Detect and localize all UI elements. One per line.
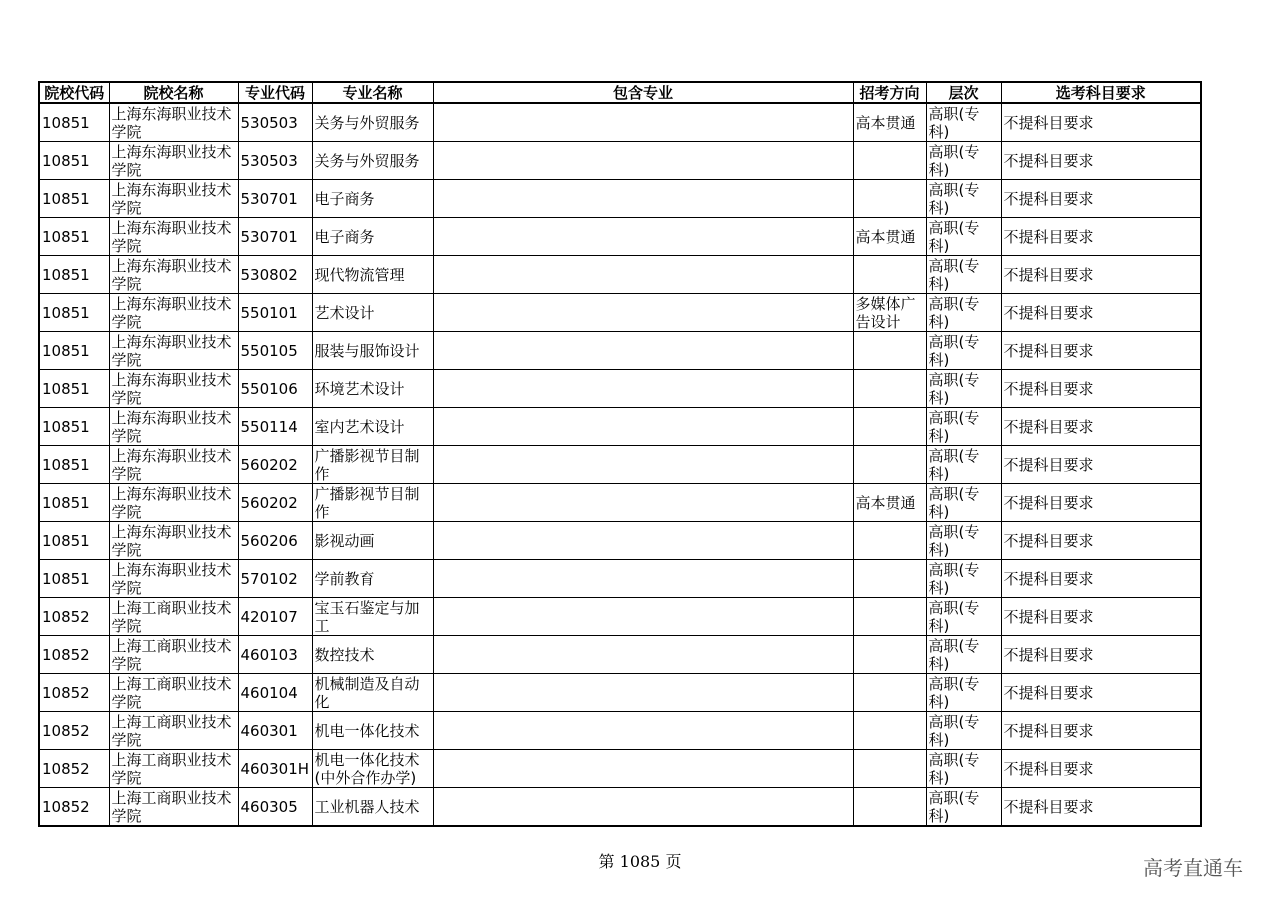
table-row: [39, 522, 1201, 560]
direction-cell: [853, 408, 926, 446]
direction-cell: [853, 370, 926, 408]
direction-cell: [853, 712, 926, 750]
table-row: [39, 103, 1201, 142]
school-name-cell: 上海工商职业技术学院: [109, 788, 238, 827]
included-majors-cell: [433, 484, 853, 522]
included-majors-cell: [433, 180, 853, 218]
major-name-cell: 服装与服饰设计: [312, 332, 433, 370]
table-row: [39, 636, 1201, 674]
school-name-cell: 上海东海职业技术学院: [109, 560, 238, 598]
table-row: [39, 712, 1201, 750]
level-cell: 高职(专科): [926, 636, 1001, 674]
direction-cell: [853, 256, 926, 294]
school-name-cell: 上海东海职业技术学院: [109, 408, 238, 446]
level-cell: 高职(专科): [926, 218, 1001, 256]
level-cell: 高职(专科): [926, 560, 1001, 598]
subject-requirement-cell: 不提科目要求: [1001, 522, 1201, 560]
school-code-cell: 10851: [39, 103, 109, 142]
table-body: [39, 103, 1201, 826]
included-majors-cell: [433, 636, 853, 674]
header-level: 层次: [926, 82, 1001, 103]
table-row: [39, 408, 1201, 446]
level-cell: 高职(专科): [926, 294, 1001, 332]
school-name-cell: 上海东海职业技术学院: [109, 180, 238, 218]
major-code-cell: 560202: [238, 446, 312, 484]
level-cell: 高职(专科): [926, 788, 1001, 827]
table-row: [39, 332, 1201, 370]
direction-cell: [853, 332, 926, 370]
major-name-cell: 影视动画: [312, 522, 433, 560]
school-code-cell: 10851: [39, 142, 109, 180]
included-majors-cell: [433, 408, 853, 446]
school-code-cell: 10852: [39, 750, 109, 788]
included-majors-cell: [433, 103, 853, 142]
table-row: [39, 674, 1201, 712]
major-code-cell: 560206: [238, 522, 312, 560]
school-code-cell: 10852: [39, 712, 109, 750]
major-name-cell: 广播影视节目制作: [312, 484, 433, 522]
major-code-cell: 570102: [238, 560, 312, 598]
major-name-cell: 电子商务: [312, 218, 433, 256]
level-cell: 高职(专科): [926, 674, 1001, 712]
level-cell: 高职(专科): [926, 598, 1001, 636]
subject-requirement-cell: 不提科目要求: [1001, 180, 1201, 218]
major-name-cell: 环境艺术设计: [312, 370, 433, 408]
included-majors-cell: [433, 218, 853, 256]
direction-cell: [853, 522, 926, 560]
school-code-cell: 10851: [39, 256, 109, 294]
major-name-cell: 广播影视节目制作: [312, 446, 433, 484]
direction-cell: [853, 446, 926, 484]
major-code-cell: 530503: [238, 103, 312, 142]
major-name-cell: 关务与外贸服务: [312, 142, 433, 180]
major-code-cell: 530503: [238, 142, 312, 180]
major-code-cell: 460104: [238, 674, 312, 712]
level-cell: 高职(专科): [926, 370, 1001, 408]
subject-requirement-cell: 不提科目要求: [1001, 446, 1201, 484]
major-name-cell: 艺术设计: [312, 294, 433, 332]
school-code-cell: 10852: [39, 788, 109, 827]
admission-table-container: [38, 81, 1202, 827]
school-code-cell: 10851: [39, 522, 109, 560]
level-cell: 高职(专科): [926, 712, 1001, 750]
school-code-cell: 10851: [39, 484, 109, 522]
school-name-cell: 上海工商职业技术学院: [109, 674, 238, 712]
major-name-cell: 学前教育: [312, 560, 433, 598]
school-code-cell: 10851: [39, 332, 109, 370]
subject-requirement-cell: 不提科目要求: [1001, 750, 1201, 788]
major-name-cell: 机电一体化技术(中外合作办学): [312, 750, 433, 788]
subject-requirement-cell: 不提科目要求: [1001, 674, 1201, 712]
school-code-cell: 10851: [39, 560, 109, 598]
major-code-cell: 550101: [238, 294, 312, 332]
level-cell: 高职(专科): [926, 408, 1001, 446]
school-name-cell: 上海东海职业技术学院: [109, 484, 238, 522]
table-row: [39, 484, 1201, 522]
subject-requirement-cell: 不提科目要求: [1001, 103, 1201, 142]
school-code-cell: 10851: [39, 370, 109, 408]
level-cell: 高职(专科): [926, 332, 1001, 370]
included-majors-cell: [433, 294, 853, 332]
table-row: [39, 446, 1201, 484]
major-code-cell: 530802: [238, 256, 312, 294]
included-majors-cell: [433, 142, 853, 180]
page-number: 第 1085 页: [598, 852, 682, 871]
major-name-cell: 室内艺术设计: [312, 408, 433, 446]
table-row: [39, 370, 1201, 408]
level-cell: 高职(专科): [926, 256, 1001, 294]
school-code-cell: 10852: [39, 636, 109, 674]
included-majors-cell: [433, 712, 853, 750]
school-code-cell: 10851: [39, 408, 109, 446]
subject-requirement-cell: 不提科目要求: [1001, 256, 1201, 294]
table-row: [39, 294, 1201, 332]
major-name-cell: 关务与外贸服务: [312, 103, 433, 142]
major-code-cell: 550105: [238, 332, 312, 370]
included-majors-cell: [433, 256, 853, 294]
subject-requirement-cell: 不提科目要求: [1001, 560, 1201, 598]
subject-requirement-cell: 不提科目要求: [1001, 636, 1201, 674]
level-cell: 高职(专科): [926, 446, 1001, 484]
major-name-cell: 数控技术: [312, 636, 433, 674]
admission-table: [38, 81, 1202, 827]
direction-cell: [853, 598, 926, 636]
direction-cell: 多媒体广告设计: [853, 294, 926, 332]
school-name-cell: 上海东海职业技术学院: [109, 294, 238, 332]
table-row: [39, 598, 1201, 636]
major-name-cell: 工业机器人技术: [312, 788, 433, 827]
direction-cell: [853, 142, 926, 180]
major-name-cell: 宝玉石鉴定与加工: [312, 598, 433, 636]
header-subject-requirement: 选考科目要求: [1001, 82, 1201, 103]
school-code-cell: 10851: [39, 218, 109, 256]
subject-requirement-cell: 不提科目要求: [1001, 370, 1201, 408]
school-name-cell: 上海东海职业技术学院: [109, 142, 238, 180]
subject-requirement-cell: 不提科目要求: [1001, 332, 1201, 370]
major-name-cell: 机电一体化技术: [312, 712, 433, 750]
included-majors-cell: [433, 446, 853, 484]
major-code-cell: 460103: [238, 636, 312, 674]
included-majors-cell: [433, 598, 853, 636]
level-cell: 高职(专科): [926, 103, 1001, 142]
level-cell: 高职(专科): [926, 522, 1001, 560]
major-code-cell: 530701: [238, 218, 312, 256]
major-code-cell: 550106: [238, 370, 312, 408]
direction-cell: [853, 560, 926, 598]
direction-cell: [853, 180, 926, 218]
header-included-majors: 包含专业: [433, 82, 853, 103]
direction-cell: 高本贯通: [853, 218, 926, 256]
subject-requirement-cell: 不提科目要求: [1001, 294, 1201, 332]
included-majors-cell: [433, 788, 853, 827]
table-header-row: [39, 82, 1201, 103]
major-name-cell: 现代物流管理: [312, 256, 433, 294]
major-code-cell: 420107: [238, 598, 312, 636]
major-code-cell: 550114: [238, 408, 312, 446]
table-row: [39, 560, 1201, 598]
school-code-cell: 10852: [39, 598, 109, 636]
school-code-cell: 10851: [39, 180, 109, 218]
included-majors-cell: [433, 332, 853, 370]
table-row: [39, 256, 1201, 294]
school-name-cell: 上海工商职业技术学院: [109, 636, 238, 674]
table-row: [39, 218, 1201, 256]
level-cell: 高职(专科): [926, 180, 1001, 218]
school-name-cell: 上海东海职业技术学院: [109, 370, 238, 408]
included-majors-cell: [433, 750, 853, 788]
major-code-cell: 460305: [238, 788, 312, 827]
school-name-cell: 上海东海职业技术学院: [109, 218, 238, 256]
subject-requirement-cell: 不提科目要求: [1001, 408, 1201, 446]
header-direction: 招考方向: [853, 82, 926, 103]
subject-requirement-cell: 不提科目要求: [1001, 218, 1201, 256]
header-major-name: 专业名称: [312, 82, 433, 103]
included-majors-cell: [433, 522, 853, 560]
major-code-cell: 460301H: [238, 750, 312, 788]
school-name-cell: 上海东海职业技术学院: [109, 103, 238, 142]
school-code-cell: 10852: [39, 674, 109, 712]
major-code-cell: 530701: [238, 180, 312, 218]
table-row: [39, 180, 1201, 218]
included-majors-cell: [433, 560, 853, 598]
major-name-cell: 机械制造及自动化: [312, 674, 433, 712]
school-name-cell: 上海工商职业技术学院: [109, 712, 238, 750]
school-code-cell: 10851: [39, 446, 109, 484]
subject-requirement-cell: 不提科目要求: [1001, 598, 1201, 636]
subject-requirement-cell: 不提科目要求: [1001, 788, 1201, 827]
level-cell: 高职(专科): [926, 484, 1001, 522]
header-school-name: 院校名称: [109, 82, 238, 103]
direction-cell: [853, 636, 926, 674]
major-name-cell: 电子商务: [312, 180, 433, 218]
school-code-cell: 10851: [39, 294, 109, 332]
watermark: 高考直通车: [1143, 856, 1243, 880]
subject-requirement-cell: 不提科目要求: [1001, 142, 1201, 180]
subject-requirement-cell: 不提科目要求: [1001, 484, 1201, 522]
direction-cell: 高本贯通: [853, 103, 926, 142]
direction-cell: [853, 750, 926, 788]
included-majors-cell: [433, 674, 853, 712]
subject-requirement-cell: 不提科目要求: [1001, 712, 1201, 750]
included-majors-cell: [433, 370, 853, 408]
school-name-cell: 上海东海职业技术学院: [109, 256, 238, 294]
table-row: [39, 788, 1201, 827]
school-name-cell: 上海工商职业技术学院: [109, 598, 238, 636]
table-row: [39, 750, 1201, 788]
level-cell: 高职(专科): [926, 142, 1001, 180]
major-code-cell: 560202: [238, 484, 312, 522]
major-code-cell: 460301: [238, 712, 312, 750]
school-name-cell: 上海东海职业技术学院: [109, 332, 238, 370]
school-name-cell: 上海东海职业技术学院: [109, 522, 238, 560]
direction-cell: 高本贯通: [853, 484, 926, 522]
header-school-code: 院校代码: [39, 82, 109, 103]
direction-cell: [853, 674, 926, 712]
header-major-code: 专业代码: [238, 82, 312, 103]
school-name-cell: 上海东海职业技术学院: [109, 446, 238, 484]
school-name-cell: 上海工商职业技术学院: [109, 750, 238, 788]
level-cell: 高职(专科): [926, 750, 1001, 788]
direction-cell: [853, 788, 926, 827]
table-row: [39, 142, 1201, 180]
